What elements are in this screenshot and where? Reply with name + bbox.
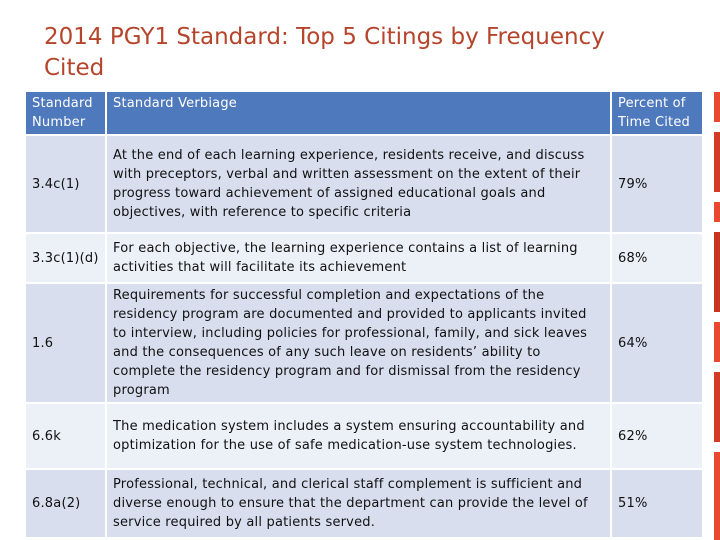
table-row bbox=[26, 283, 702, 403]
standard-verbiage-cell: Requirements for successful completion and expectations of the residency program are documented and provided to applicants invited to interview, including policies for professional, family, and sick leaves and the consequences of any such leave on residents’ ability to complete the residency program and for dismissal from the residency program bbox=[106, 283, 611, 403]
table-row bbox=[26, 403, 702, 469]
table-row bbox=[26, 135, 702, 233]
standard-number-cell: 6.6k bbox=[26, 403, 106, 469]
standard-number-cell: 1.6 bbox=[26, 283, 106, 403]
percent-cell: 68% bbox=[611, 233, 702, 283]
standard-verbiage-cell: The medication system includes a system ensuring accountability and optimization for the use of safe medication-use system technologies. bbox=[106, 403, 611, 469]
citings-table bbox=[26, 92, 702, 537]
table-row bbox=[26, 469, 702, 537]
percent-cell: 62% bbox=[611, 403, 702, 469]
page-title: 2014 PGY1 Standard: Top 5 Citings by Frequency Cited bbox=[44, 24, 605, 81]
table-row bbox=[26, 233, 702, 283]
header-percent-cited: Percent of Time Cited bbox=[611, 92, 702, 135]
standard-number-cell: 6.8a(2) bbox=[26, 469, 106, 537]
percent-cell: 79% bbox=[611, 135, 702, 233]
decorative-side-stripe bbox=[710, 92, 720, 540]
table-header-row bbox=[26, 92, 702, 135]
standard-verbiage-cell: Professional, technical, and clerical staff complement is sufficient and diverse enough to ensure that the department can provide the level of service required by all patients served. bbox=[106, 469, 611, 537]
percent-cell: 64% bbox=[611, 283, 702, 403]
percent-cell: 51% bbox=[611, 469, 702, 537]
standard-verbiage-cell: At the end of each learning experience, residents receive, and discuss with preceptors, verbal and written assessment on the extent of their progress toward achievement of assigned educational goals and objectives, with reference to specific criteria bbox=[106, 135, 611, 233]
header-standard-number: Standard Number bbox=[26, 92, 106, 135]
standard-verbiage-cell: For each objective, the learning experience contains a list of learning activities that will facilitate its achievement bbox=[106, 233, 611, 283]
header-standard-verbiage: Standard Verbiage bbox=[106, 92, 611, 135]
standard-number-cell: 3.4c(1) bbox=[26, 135, 106, 233]
standard-number-cell: 3.3c(1)(d) bbox=[26, 233, 106, 283]
